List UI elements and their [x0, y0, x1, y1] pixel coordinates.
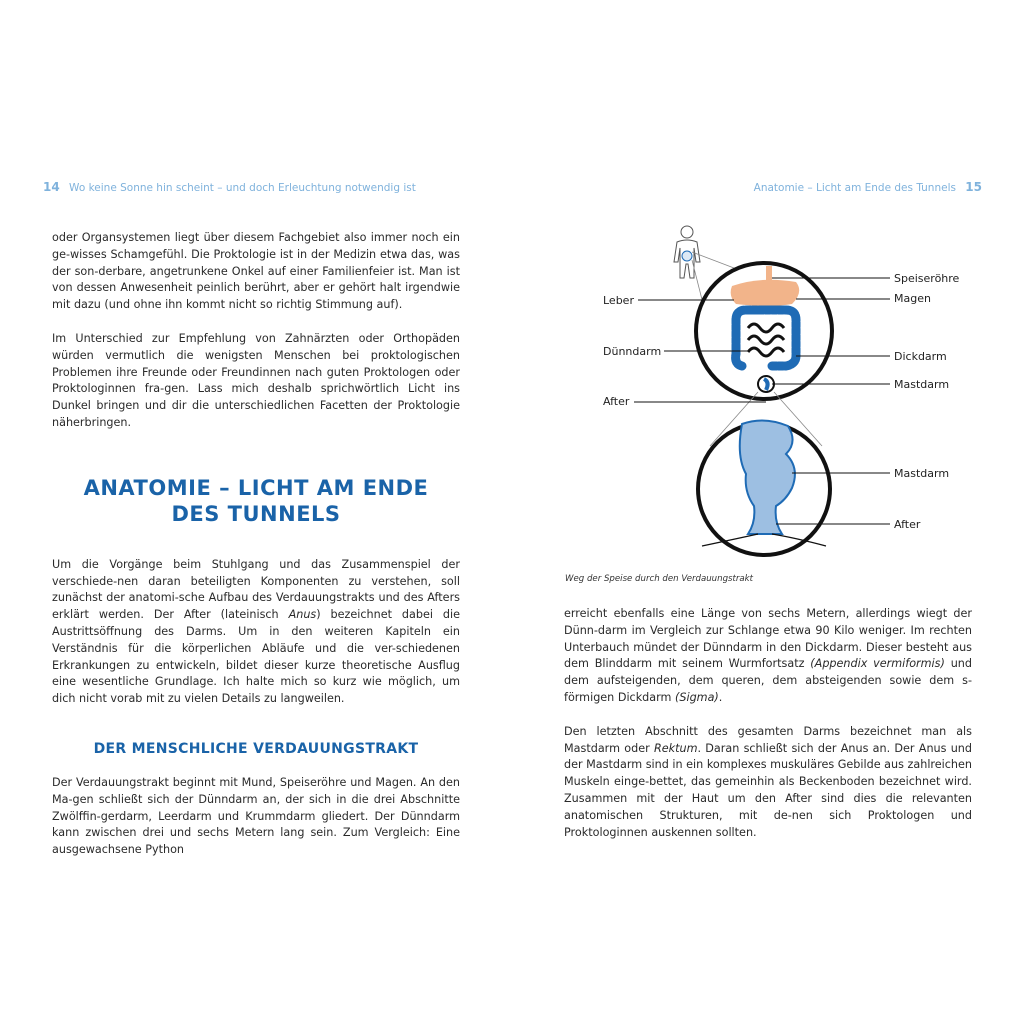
chapter-heading-line1: ANATOMIE – LICHT AM ENDE — [83, 475, 429, 500]
section-heading: DER MENSCHLICHE VERDAUUNGSTRAKT — [93, 740, 419, 757]
paragraph: Den letzten Abschnitt des gesamten Darms bezeichnet man als Mastdarm oder Rektum. Daran schließt sich der Anus an. Der Anus und der Mastdarm sind in ein komplexes muskuläres Gebilde aus zahlreichen Muskeln einge-bettet, das gemeinhin als Beckenboden bezeichnet wird. Zusammen mit der Haut um den After sind dies die relevanten anatomischen Strukturen, mit de-nen sich Proktologen und Proktologinnen auskennen sollten. — [564, 724, 972, 839]
paragraph: Der Verdauungstrakt beginnt mit Mund, Speiseröhre und Magen. An den Ma-gen schließt sich der Dünndarm an, der sich in die drei Abschnitte Zwölffin-gerdarm, Leerdarm und Krummdarm gliedert. Der Dünndarm kann zwischen drei und sechs Metern lang sein. Zum Vergleich: Eine ausgewachsene Python — [52, 775, 460, 857]
term-appendix: (Appendix vermiformis) — [810, 657, 945, 671]
label-mastdarm-zoom: Mastdarm — [894, 467, 950, 480]
label-duenndarm: Dünndarm — [603, 345, 662, 358]
left-page-column — [52, 230, 460, 859]
paragraph: Um die Vorgänge beim Stuhlgang und das Zusammenspiel der verschiede-nen daran beteiligten Komponenten zu verstehen, soll zunächst der anatomi-sche Aufbau des Verdauungstrakts und des Afters erklärt werden. Der After (lateinisch Anus) bezeichnet dabei die Austrittsöffnung des Darms. Um in den weiteren Kapiteln ein Verständnis für die körperlichen Abläufe und die ver-schiedenen Erkrankungen zu entwickeln, bildet dieser kurze theoretische Ausflug eine wesentliche Grundlage. Ich halte mich so kurz wie möglich, um dich nicht vorab mit zu vielen Details zu langweilen. — [52, 557, 460, 706]
paragraph: erreicht ebenfalls eine Länge von sechs Metern, allerdings wiegt der Dünn-darm im Vergleich zur Schlange etwa 90 Kilo weniger. Im rechten Unterbauch mündet der Dünndarm in den Dickdarm. Dieser besteht aus dem Blinddarm mit seinem Wurmfortsatz (Appendix vermiformis) und dem aufsteigenden, dem queren, dem absteigenden sowie dem s-förmigen Dickdarm (Sigma). — [564, 607, 972, 704]
label-after: After — [603, 395, 630, 408]
page-number-left: 14 — [43, 180, 60, 194]
right-page-column — [564, 606, 972, 841]
human-figure-icon — [674, 226, 700, 278]
running-header-left — [37, 180, 416, 194]
chapter-heading-line2: DES TUNNELS — [171, 501, 341, 526]
figure-caption: Weg der Speise durch den Verdauungstrakt — [565, 574, 754, 584]
running-title-right: Anatomie – Licht am Ende des Tunnels — [753, 182, 956, 194]
label-mastdarm: Mastdarm — [894, 378, 950, 391]
running-header-right — [754, 180, 988, 194]
label-speiseroehre: Speiseröhre — [894, 272, 960, 285]
label-after-zoom: After — [894, 518, 921, 531]
paragraph: Im Unterschied zur Empfehlung von Zahnärzten oder Orthopäden würden vermutlich die wenigsten Menschen bei proktologischen Problemen ihre Freunde oder Freundinnen nach guten Proktologen oder Proktologinnen fra-gen. Lass mich deshalb sprichwörtlich Licht ins Dunkel bringen und dir die unterschiedlichen Facetten der Proktologie näherbringen. — [52, 331, 460, 429]
digestive-tract-figure — [560, 216, 990, 566]
term-sigma: (Sigma) — [675, 690, 719, 704]
term-rektum: Rektum — [653, 741, 698, 755]
label-magen: Magen — [894, 292, 931, 305]
page-number-right: 15 — [965, 180, 982, 194]
term-anus: Anus — [288, 608, 317, 622]
running-title-left: Wo keine Sonne hin scheint – und doch Erleuchtung notwendig ist — [69, 182, 416, 194]
label-leber: Leber — [603, 294, 634, 307]
chapter-heading — [52, 475, 460, 527]
liver-stomach-shape — [731, 280, 800, 306]
label-dickdarm: Dickdarm — [894, 350, 947, 363]
paragraph: oder Organsystemen liegt über diesem Fachgebiet also immer noch ein ge-wisses Schamgefühl. Die Proktologie ist in der Medizin etwa das, was der son-derbare, angetrunkene Onkel auf einer Familienfeier ist. Man ist von dessen Anwesenheit peinlich berührt, aber er gehört halt irgendwie mit dazu (und ohne ihn kommt nicht so richtig Stimmung auf). — [52, 231, 460, 312]
